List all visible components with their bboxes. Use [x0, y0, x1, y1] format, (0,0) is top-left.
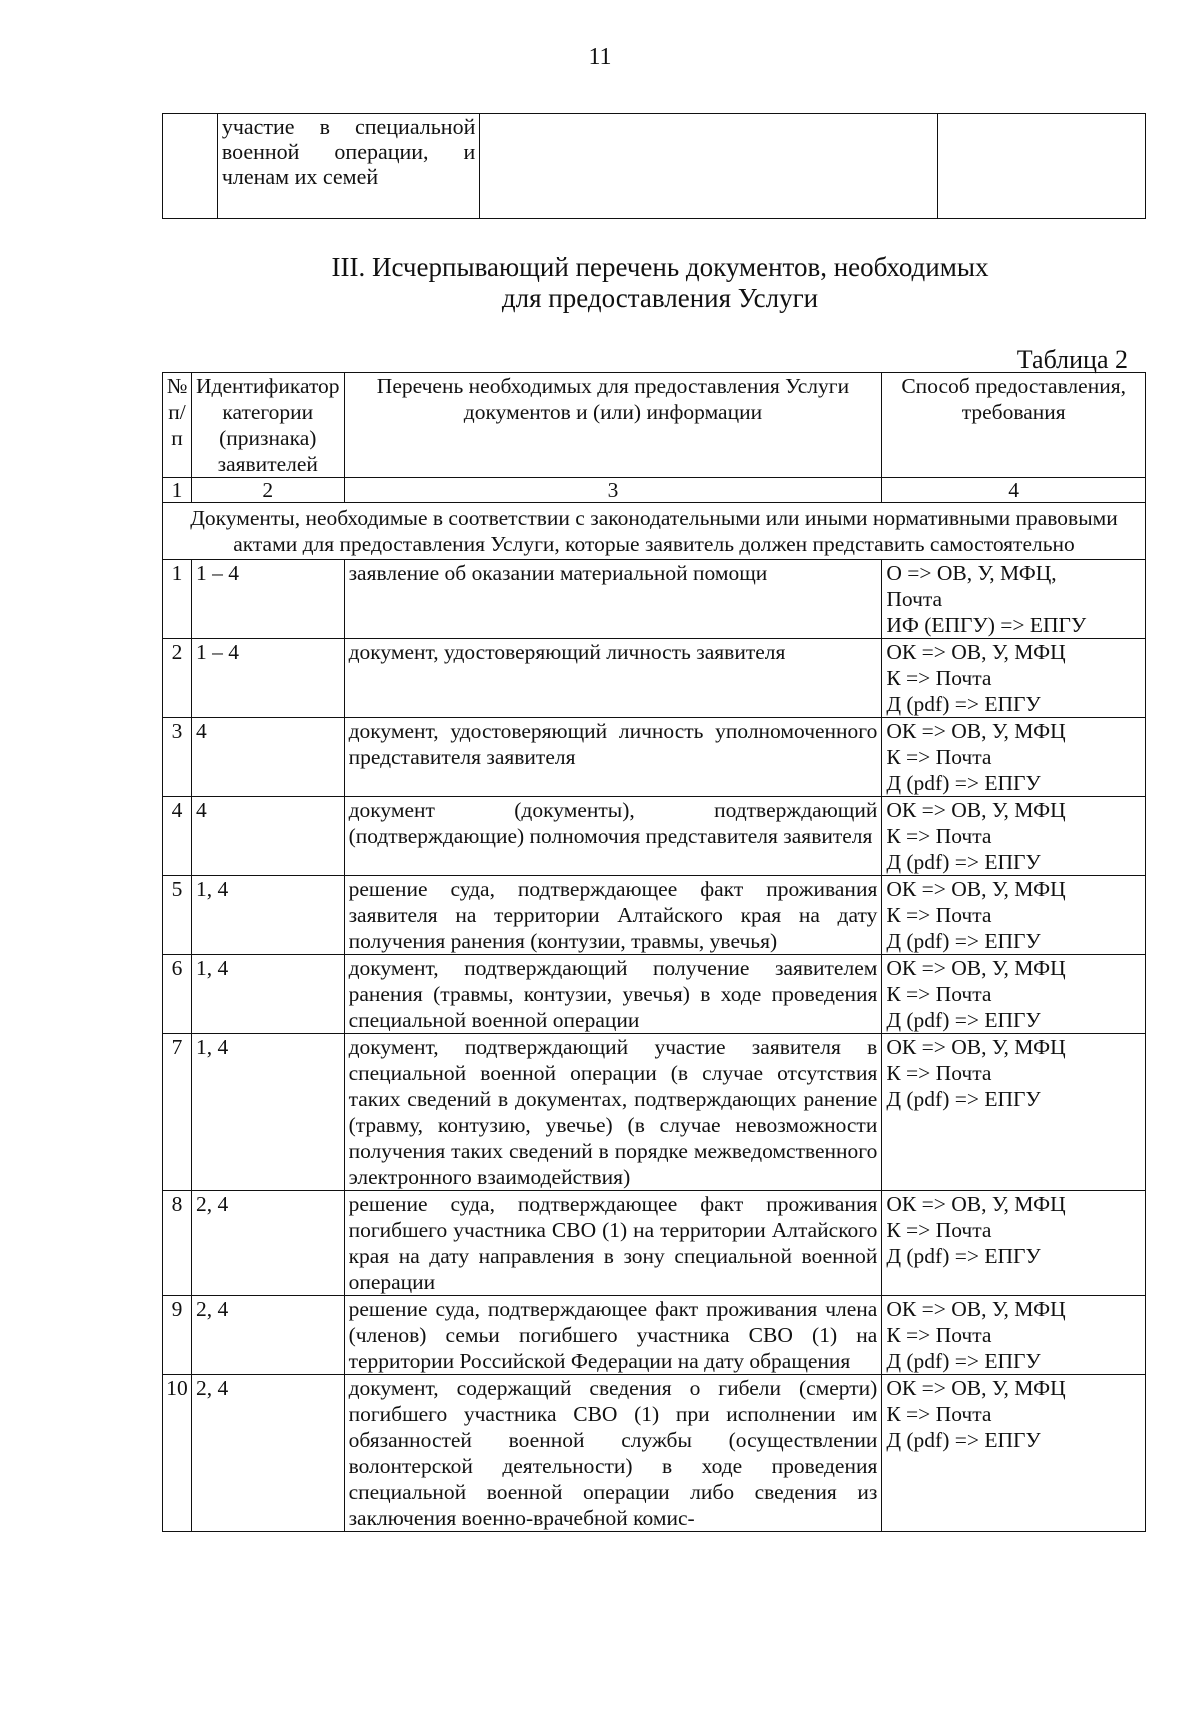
row-document: документ, удостоверяющий личность уполномоченного представителя заявителя: [344, 718, 882, 797]
method-line: К => Почта: [886, 824, 992, 848]
column-number: 2: [191, 478, 344, 503]
table-cell-empty: [163, 114, 218, 219]
row-document: решение суда, подтверждающее факт проживания погибшего участника СВО (1) на территории Алтайского края на дату направления в зону специальной военной операции: [344, 1191, 882, 1296]
method-line: Почта: [886, 587, 943, 611]
row-document: документ, подтверждающий получение заявителем ранения (травмы, контузии, увечья) в ходе проведения специальной военной операции: [344, 955, 882, 1034]
method-line: К => Почта: [886, 1218, 992, 1242]
method-line: ОК => ОВ, У, МФЦ: [886, 1376, 1066, 1400]
table-caption: Таблица 2: [1016, 345, 1128, 374]
method-line: Д (pdf) => ЕПГУ: [886, 850, 1041, 874]
row-method: [882, 876, 1146, 955]
column-number: 4: [882, 478, 1146, 503]
section-title-line: III. Исчерпывающий перечень документов, необходимых: [331, 252, 989, 282]
row-category: 1, 4: [191, 1034, 344, 1191]
documents-table: [162, 372, 1146, 1532]
method-line: Д (pdf) => ЕПГУ: [886, 1428, 1041, 1452]
row-category: 1 – 4: [191, 639, 344, 718]
method-line: К => Почта: [886, 1323, 992, 1347]
row-category: 2, 4: [191, 1375, 344, 1532]
table-row: [163, 1296, 1146, 1375]
table-row: [163, 1191, 1146, 1296]
method-line: ОК => ОВ, У, МФЦ: [886, 798, 1066, 822]
row-method: [882, 955, 1146, 1034]
row-category: 2, 4: [191, 1191, 344, 1296]
method-line: О => ОВ, У, МФЦ,: [886, 561, 1057, 585]
table-row: [163, 955, 1146, 1034]
row-method: [882, 1034, 1146, 1191]
table-row: [163, 639, 1146, 718]
header-number: № п/п: [163, 373, 192, 478]
table-row: [163, 1034, 1146, 1191]
method-line: К => Почта: [886, 745, 992, 769]
row-number: 4: [163, 797, 192, 876]
header-method: Способ предоставления, требования: [882, 373, 1146, 478]
column-number: 3: [344, 478, 882, 503]
row-number: 3: [163, 718, 192, 797]
row-category: 1, 4: [191, 876, 344, 955]
row-number: 5: [163, 876, 192, 955]
table-row: [163, 114, 1146, 219]
row-category: 4: [191, 718, 344, 797]
table-row: [163, 876, 1146, 955]
row-document: документ, удостоверяющий личность заявителя: [344, 639, 882, 718]
method-line: Д (pdf) => ЕПГУ: [886, 692, 1041, 716]
row-document: документ, содержащий сведения о гибели (смерти) погибшего участника СВО (1) при исполнении им обязанностей военной службы (осуществлении волонтерской деятельности) в ходе проведения специальной военной операции либо сведения из заключения военно-врачебной комис-: [344, 1375, 882, 1532]
row-number: 7: [163, 1034, 192, 1191]
method-line: Д (pdf) => ЕПГУ: [886, 1349, 1041, 1373]
row-method: [882, 1191, 1146, 1296]
row-document: решение суда, подтверждающее факт проживания заявителя на территории Алтайского края на дату получения ранения (контузии, травмы, увечья): [344, 876, 882, 955]
table-row: [163, 560, 1146, 639]
column-number: 1: [163, 478, 192, 503]
section-heading-row: [163, 503, 1146, 560]
method-line: ОК => ОВ, У, МФЦ: [886, 1297, 1066, 1321]
row-number: 10: [163, 1375, 192, 1532]
method-line: ИФ (ЕПГУ) => ЕПГУ: [886, 613, 1087, 637]
method-line: Д (pdf) => ЕПГУ: [886, 929, 1041, 953]
method-line: Д (pdf) => ЕПГУ: [886, 1008, 1041, 1032]
table-cell-empty: [480, 114, 937, 219]
method-line: ОК => ОВ, У, МФЦ: [886, 1035, 1066, 1059]
header-category: Идентификатор категории (признака) заявителей: [191, 373, 344, 478]
method-line: ОК => ОВ, У, МФЦ: [886, 1192, 1066, 1216]
table-cell-category-text: участие в специальной военной операции, и членам их семей: [217, 114, 480, 219]
row-document: решение суда, подтверждающее факт проживания члена (членов) семьи погибшего участника СВО (1) на территории Российской Федерации на дату обращения: [344, 1296, 882, 1375]
row-method: [882, 718, 1146, 797]
method-line: К => Почта: [886, 1061, 992, 1085]
row-number: 9: [163, 1296, 192, 1375]
table-body: [163, 503, 1146, 1532]
row-method: [882, 797, 1146, 876]
page-number: 11: [588, 44, 612, 70]
table-header-row: [163, 373, 1146, 478]
method-line: ОК => ОВ, У, МФЦ: [886, 640, 1066, 664]
table-row: [163, 797, 1146, 876]
method-line: К => Почта: [886, 1402, 992, 1426]
method-line: ОК => ОВ, У, МФЦ: [886, 877, 1066, 901]
row-document: документ (документы), подтверждающий (подтверждающие) полномочия представителя заявителя: [344, 797, 882, 876]
method-line: Д (pdf) => ЕПГУ: [886, 771, 1041, 795]
row-document: заявление об оказании материальной помощи: [344, 560, 882, 639]
row-category: 4: [191, 797, 344, 876]
row-method: [882, 1296, 1146, 1375]
section-title-line: для предоставления Услуги: [501, 283, 819, 313]
row-method: [882, 1375, 1146, 1532]
table-row: [163, 718, 1146, 797]
row-number: 1: [163, 560, 192, 639]
table-cell-empty: [937, 114, 1145, 219]
row-category: 2, 4: [191, 1296, 344, 1375]
method-line: К => Почта: [886, 666, 992, 690]
method-line: К => Почта: [886, 982, 992, 1006]
method-line: Д (pdf) => ЕПГУ: [886, 1244, 1041, 1268]
row-method: [882, 639, 1146, 718]
continuation-table: [162, 113, 1146, 219]
method-line: Д (pdf) => ЕПГУ: [886, 1087, 1041, 1111]
row-category: 1, 4: [191, 955, 344, 1034]
row-number: 6: [163, 955, 192, 1034]
method-line: ОК => ОВ, У, МФЦ: [886, 956, 1066, 980]
section-heading: Документы, необходимые в соответствии с законодательными или иными нормативными правовыми актами для предоставления Услуги, которые заявитель должен представить самостоятельно: [163, 503, 1146, 560]
method-line: К => Почта: [886, 903, 992, 927]
method-line: ОК => ОВ, У, МФЦ: [886, 719, 1066, 743]
row-document: документ, подтверждающий участие заявителя в специальной военной операции (в случае отсутствия таких сведений в документах, подтверждающих ранение (травму, контузию, увечье) (в случае невозможности получения таких сведений в порядке межведомственного электронного взаимодействия): [344, 1034, 882, 1191]
row-number: 8: [163, 1191, 192, 1296]
section-title: [200, 252, 1120, 314]
row-category: 1 – 4: [191, 560, 344, 639]
column-number-row: [163, 478, 1146, 503]
row-method: [882, 560, 1146, 639]
header-documents: Перечень необходимых для предоставления Услуги документов и (или) информации: [344, 373, 882, 478]
row-number: 2: [163, 639, 192, 718]
table-row: [163, 1375, 1146, 1532]
